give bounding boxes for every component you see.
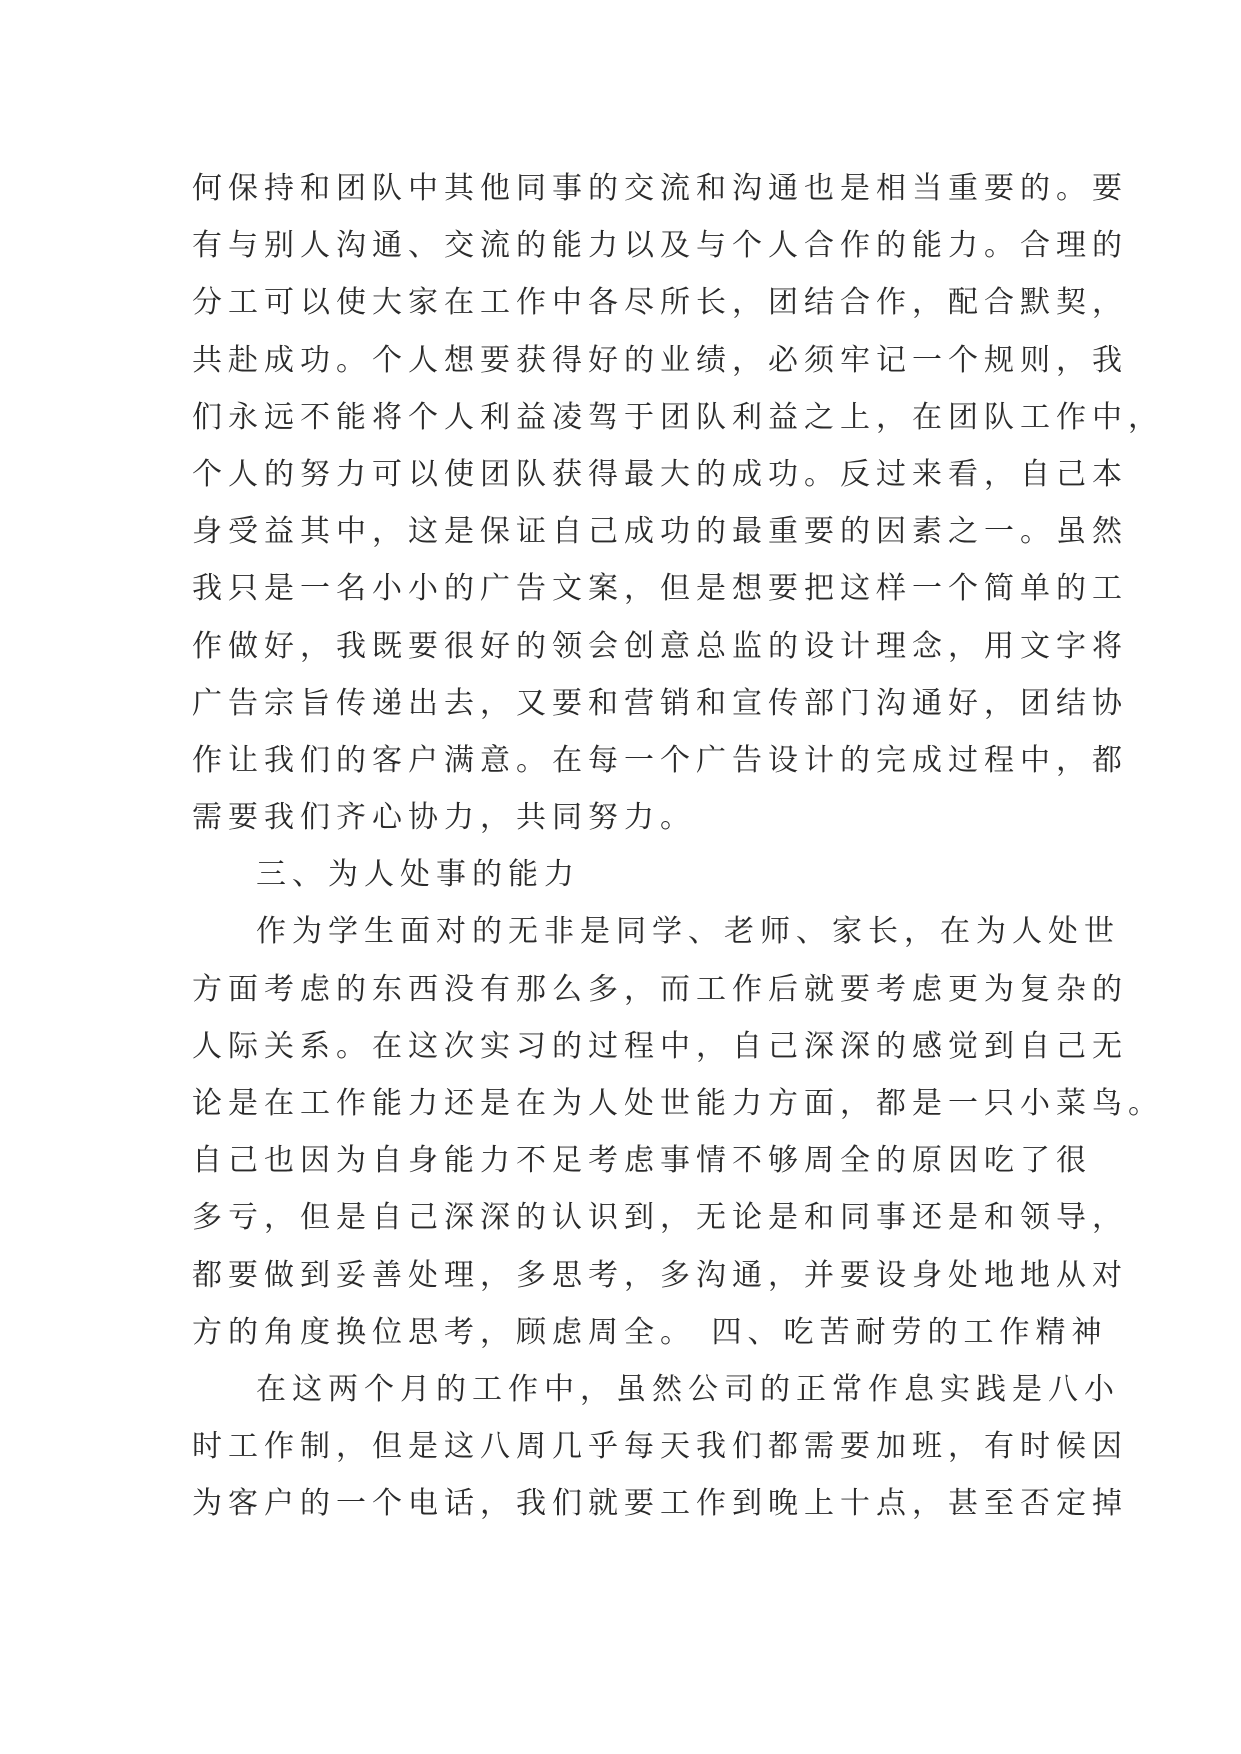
- text-line: 论是在工作能力还是在为人处世能力方面，都是一只小菜鸟。: [192, 1086, 1164, 1121]
- text-line: 个人的努力可以使团队获得最大的成功。反过来看，自己本: [192, 456, 1128, 492]
- text-line: 都要做到妥善处理，多思考，多沟通，并要设身处地地从对: [192, 1257, 1128, 1293]
- text-line: 自己也因为自身能力不足考虑事情不够周全的原因吃了很: [192, 1143, 1092, 1179]
- text-line: 身受益其中，这是保证自己成功的最重要的因素之一。虽然: [192, 514, 1128, 550]
- text-line: 人际关系。在这次实习的过程中，自己深深的感觉到自己无: [192, 1028, 1128, 1064]
- text-line: 作为学生面对的无非是同学、老师、家长，在为人处世: [256, 914, 1120, 950]
- text-line: 有与别人沟通、交流的能力以及与个人合作的能力。合理的: [192, 228, 1128, 264]
- text-line: 需要我们齐心协力，共同努力。: [192, 800, 696, 836]
- text-line: 们永远不能将个人利益凌驾于团队利益之上，在团队工作中，: [192, 399, 1164, 435]
- text-line: 分工可以使大家在工作中各尽所长，团结合作，配合默契，: [192, 285, 1128, 321]
- text-line: 我只是一名小小的广告文案，但是想要把这样一个简单的工: [192, 571, 1128, 607]
- text-line: 方的角度换位思考，顾虑周全。 四、吃苦耐劳的工作精神: [192, 1314, 1108, 1350]
- body-text: [192, 160, 1164, 1533]
- section-heading: 三、为人处事的能力: [256, 857, 580, 893]
- text-line: 多亏，但是自己深深的认识到，无论是和同事还是和领导，: [192, 1200, 1128, 1236]
- text-line: 为客户的一个电话，我们就要工作到晚上十点，甚至否定掉: [192, 1486, 1128, 1522]
- text-line: 何保持和团队中其他同事的交流和沟通也是相当重要的。要: [192, 171, 1128, 206]
- text-line: 在这两个月的工作中，虽然公司的正常作息实践是八小: [256, 1371, 1120, 1407]
- text-line: 广告宗旨传递出去，又要和营销和宣传部门沟通好，团结协: [192, 685, 1128, 721]
- text-line: 共赴成功。个人想要获得好的业绩，必须牢记一个规则，我: [192, 342, 1128, 378]
- text-line: 方面考虑的东西没有那么多，而工作后就要考虑更为复杂的: [192, 971, 1128, 1007]
- text-line: 作让我们的客户满意。在每一个广告设计的完成过程中，都: [192, 742, 1128, 778]
- text-line: 作做好，我既要很好的领会创意总监的设计理念，用文字将: [192, 628, 1128, 664]
- text-line: 时工作制，但是这八周几乎每天我们都需要加班，有时候因: [192, 1429, 1128, 1465]
